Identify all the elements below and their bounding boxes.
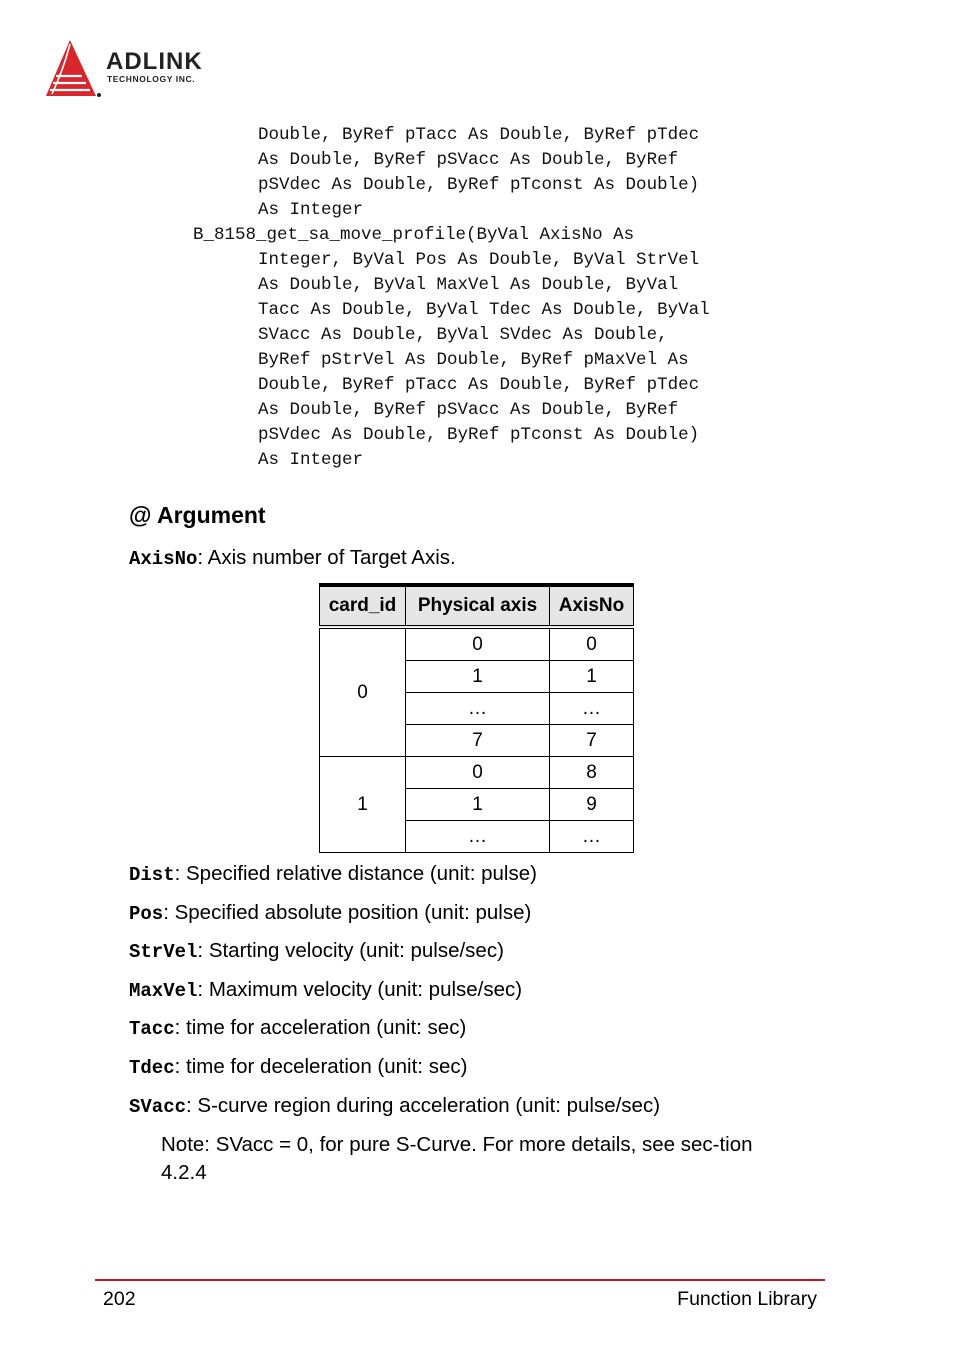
arg-svacc xyxy=(129,1094,660,1119)
code-line: pSVdec As Double, ByRef pTconst As Double) xyxy=(258,175,700,195)
header-card-id: card_id xyxy=(320,585,406,627)
logo-subtitle: TECHNOLOGY INC. xyxy=(107,74,196,84)
cell-physical-axis: 0 xyxy=(406,757,550,789)
arg-name: MaxVel xyxy=(129,980,198,1002)
footer-section: Function Library xyxy=(677,1288,817,1310)
code-line: As Integer xyxy=(258,200,364,220)
code-line: ByRef pStrVel As Double, ByRef pMaxVel As xyxy=(258,350,689,370)
cell-physical-axis: 1 xyxy=(406,661,550,693)
arg-tdec xyxy=(129,1055,467,1080)
code-line: Double, ByRef pTacc As Double, ByRef pTdec xyxy=(258,125,700,145)
arg-name: AxisNo xyxy=(129,548,198,570)
code-line: As Double, ByRef pSVacc As Double, ByRef xyxy=(258,400,679,420)
arg-name: Tdec xyxy=(129,1057,175,1079)
cell-physical-axis: … xyxy=(406,821,550,853)
cell-card-id: 1 xyxy=(320,757,406,853)
note-text: Note: SVacc = 0, for pure S-Curve. For more details, see sec-tion 4.2.4 xyxy=(161,1133,753,1184)
code-line: As Double, ByRef pSVacc As Double, ByRef xyxy=(258,150,679,170)
arg-name: Dist xyxy=(129,864,175,886)
cell-axisno: 7 xyxy=(550,725,634,757)
page-number: 202 xyxy=(103,1288,136,1310)
arg-axisno xyxy=(129,546,456,571)
cell-axisno: … xyxy=(550,693,634,725)
header-axisno: AxisNo xyxy=(550,585,634,627)
code-line: Double, ByRef pTacc As Double, ByRef pTdec xyxy=(258,375,700,395)
arg-tacc xyxy=(129,1016,466,1041)
arg-desc: : Maximum velocity (unit: pulse/sec) xyxy=(197,978,523,1001)
arg-name: Tacc xyxy=(129,1018,175,1040)
footer-rule xyxy=(95,1279,825,1281)
arg-desc: : Axis number of Target Axis. xyxy=(197,546,456,569)
arg-dist xyxy=(129,862,537,887)
code-line: As Integer xyxy=(258,450,364,470)
cell-axisno: 9 xyxy=(550,789,634,821)
arg-desc: : S-curve region during acceleration (unit: pulse/sec) xyxy=(186,1094,661,1117)
cell-physical-axis: … xyxy=(406,693,550,725)
code-line: SVacc As Double, ByVal SVdec As Double, xyxy=(258,325,668,345)
arg-maxvel xyxy=(129,978,522,1003)
cell-physical-axis: 1 xyxy=(406,789,550,821)
code-line: pSVdec As Double, ByRef pTconst As Double) xyxy=(258,425,700,445)
cell-physical-axis: 7 xyxy=(406,725,550,757)
code-line: Integer, ByVal Pos As Double, ByVal StrVel xyxy=(258,250,700,270)
arg-pos xyxy=(129,901,531,926)
axis-mapping-table xyxy=(319,583,634,853)
table-row xyxy=(320,757,634,789)
code-line: Tacc As Double, ByVal Tdec As Double, ByVal xyxy=(258,300,710,320)
table-row xyxy=(320,627,634,661)
arg-desc: : Specified absolute position (unit: pulse) xyxy=(163,901,532,924)
logo-wordmark: ADLINK xyxy=(106,48,203,75)
code-block xyxy=(193,123,710,473)
arg-desc: : time for deceleration (unit: sec) xyxy=(174,1055,468,1078)
cell-axisno: 1 xyxy=(550,661,634,693)
code-line: As Double, ByVal MaxVel As Double, ByVal xyxy=(258,275,679,295)
argument-heading: @ Argument xyxy=(129,502,266,528)
cell-axisno: 8 xyxy=(550,757,634,789)
arg-name: StrVel xyxy=(129,941,198,963)
code-function-line: B_8158_get_sa_move_profile(ByVal AxisNo As xyxy=(193,225,635,245)
arg-strvel xyxy=(129,939,504,964)
cell-physical-axis: 0 xyxy=(406,627,550,661)
cell-card-id: 0 xyxy=(320,627,406,757)
table-header-row xyxy=(320,585,634,627)
cell-axisno: … xyxy=(550,821,634,853)
arg-name: Pos xyxy=(129,903,164,925)
arg-desc: : Specified relative distance (unit: pulse) xyxy=(174,862,537,885)
cell-axisno: 0 xyxy=(550,627,634,661)
arg-desc: : time for acceleration (unit: sec) xyxy=(174,1016,467,1039)
arg-desc: : Starting velocity (unit: pulse/sec) xyxy=(197,939,504,962)
arg-name: SVacc xyxy=(129,1096,187,1118)
header-physical-axis: Physical axis xyxy=(406,585,550,627)
